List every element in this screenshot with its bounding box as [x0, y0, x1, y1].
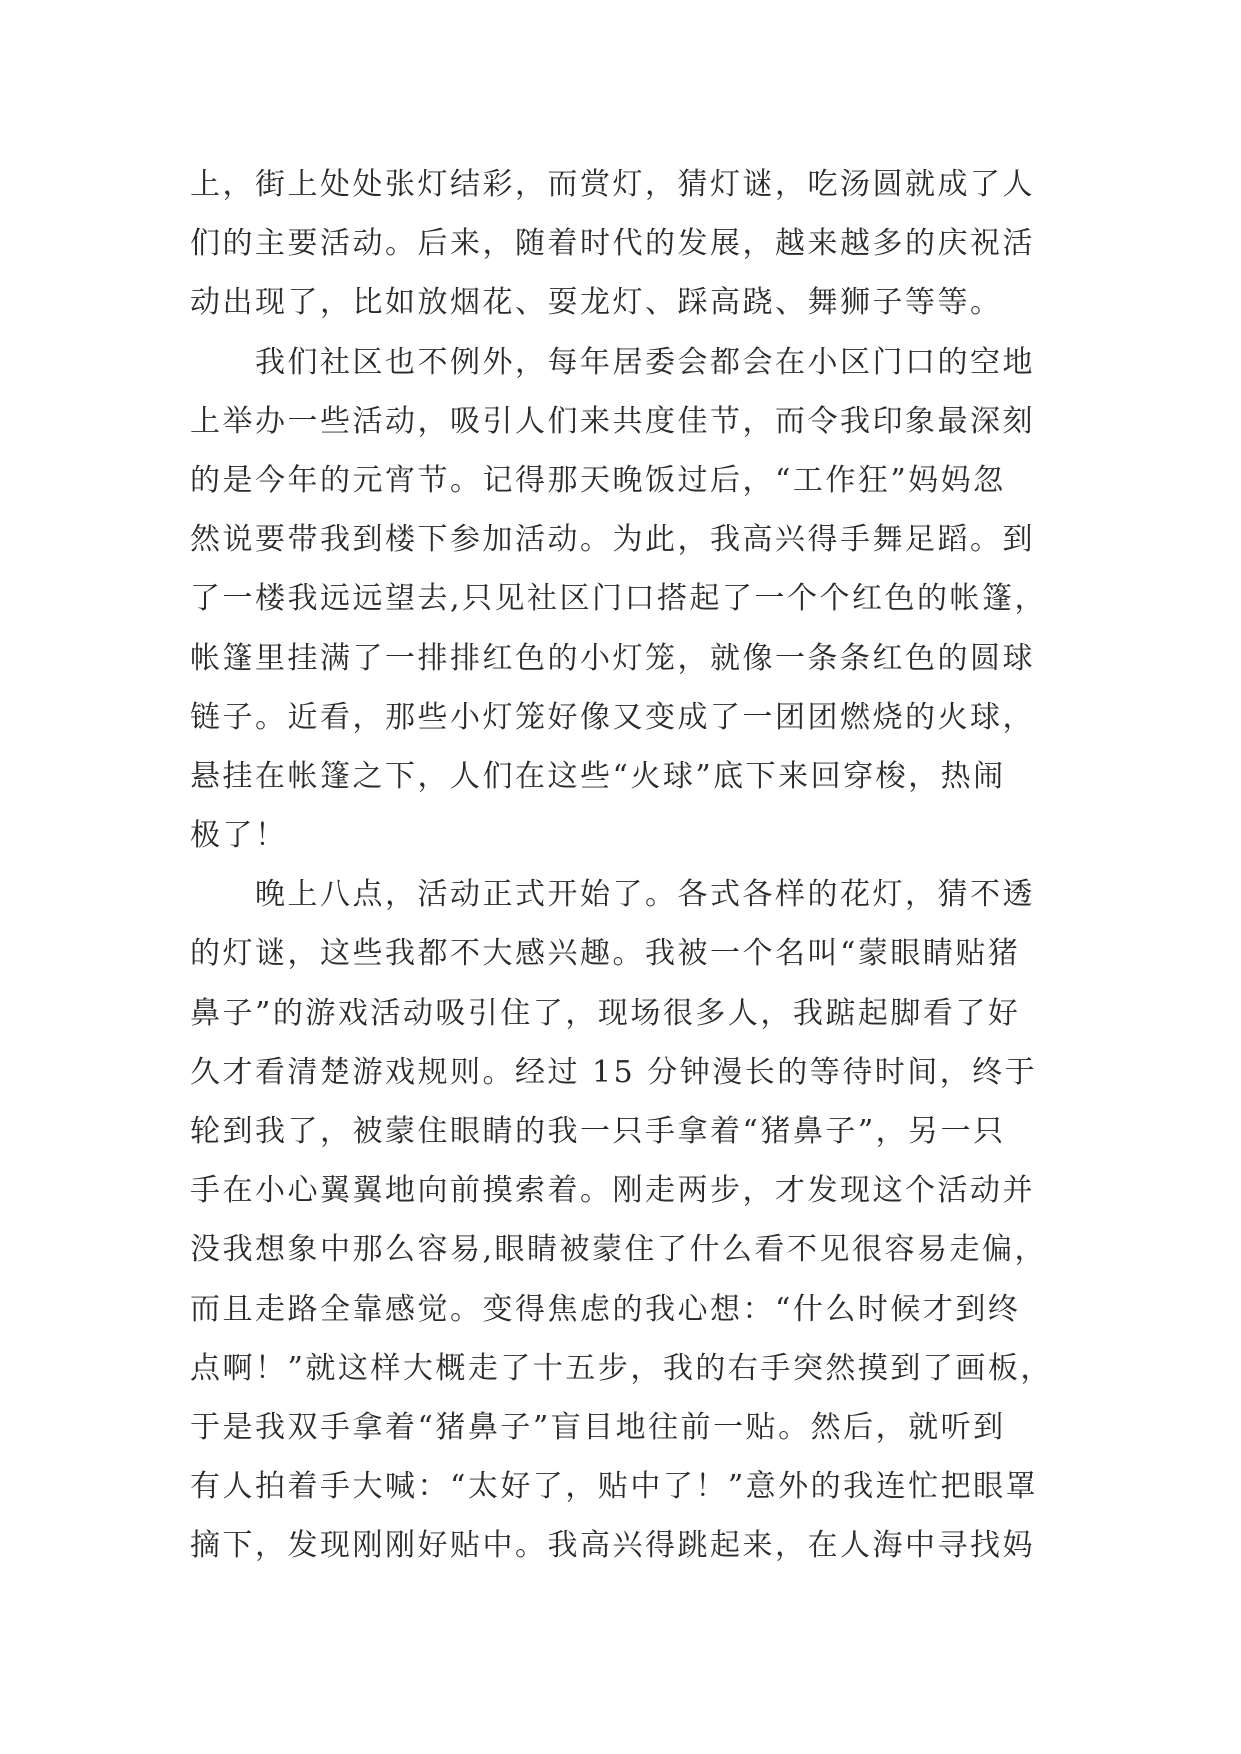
text-line: 鼻子”的游戏活动吸引住了，现场很多人，我踮起脚看了好	[190, 995, 1021, 1031]
text-line: 晚上八点，活动正式开始了。各式各样的花灯，猜不透	[190, 877, 1035, 913]
paragraph	[190, 155, 1050, 333]
essay-body	[190, 155, 1053, 1576]
text-line: 的灯谜，这些我都不大感兴趣。我被一个名叫“蒙眼睛贴猪	[190, 936, 1021, 972]
text-line: 极了！	[190, 818, 288, 854]
text-line: 久才看清楚游戏规则。经过 15 分钟漫长的等待时间，终于	[190, 1054, 1038, 1090]
text-line: 的是今年的元宵节。记得那天晚饭过后，“工作狂”妈妈忽	[190, 462, 1006, 498]
text-line: 动出现了，比如放烟花、耍龙灯、踩高跷、舞狮子等等。	[190, 285, 1003, 321]
text-line: 有人拍着手大喊：“太好了，贴中了！”意外的我连忙把眼罩	[190, 1469, 1039, 1505]
text-line: 点啊！”就这样大概走了十五步，我的右手突然摸到了画板，	[190, 1350, 1053, 1386]
text-line: 上举办一些活动，吸引人们来共度佳节，而令我印象最深刻	[190, 403, 1035, 439]
paragraph	[190, 333, 1050, 866]
text-line: 上，街上处处张灯结彩，而赏灯，猜灯谜，吃汤圆就成了人	[190, 167, 1035, 202]
text-line: 悬挂在帐篷之下，人们在这些“火球”底下来回穿梭，热闹	[190, 758, 1006, 794]
text-line: 了一楼我远远望去,只见社区门口搭起了一个个红色的帐篷，	[190, 581, 1048, 617]
text-line: 轮到我了，被蒙住眼睛的我一只手拿着“猪鼻子”，另一只	[190, 1114, 1006, 1149]
text-line: 于是我双手拿着“猪鼻子”盲目地往前一贴。然后，就听到	[190, 1409, 1006, 1445]
text-line: 然说要带我到楼下参加活动。为此，我高兴得手舞足蹈。到	[190, 522, 1035, 558]
text-line: 们的主要活动。后来，随着时代的发展，越来越多的庆祝活	[190, 226, 1035, 262]
text-line: 帐篷里挂满了一排排红色的小灯笼，就像一条条红色的圆球	[190, 640, 1035, 676]
text-line: 摘下，发现刚刚好贴中。我高兴得跳起来，在人海中寻找妈	[190, 1528, 1035, 1564]
text-line: 没我想象中那么容易,眼睛被蒙住了什么看不见很容易走偏，	[190, 1232, 1048, 1268]
text-line: 而且走路全靠感觉。变得焦虑的我心想：“什么时候才到终	[190, 1291, 1021, 1327]
text-line: 链子。近看，那些小灯笼好像又变成了一团团燃烧的火球，	[190, 699, 1035, 735]
paragraph	[190, 865, 1053, 1575]
text-line: 我们社区也不例外，每年居委会都会在小区门口的空地	[190, 344, 1035, 380]
text-line: 手在小心翼翼地向前摸索着。刚走两步，才发现这个活动并	[190, 1173, 1035, 1209]
